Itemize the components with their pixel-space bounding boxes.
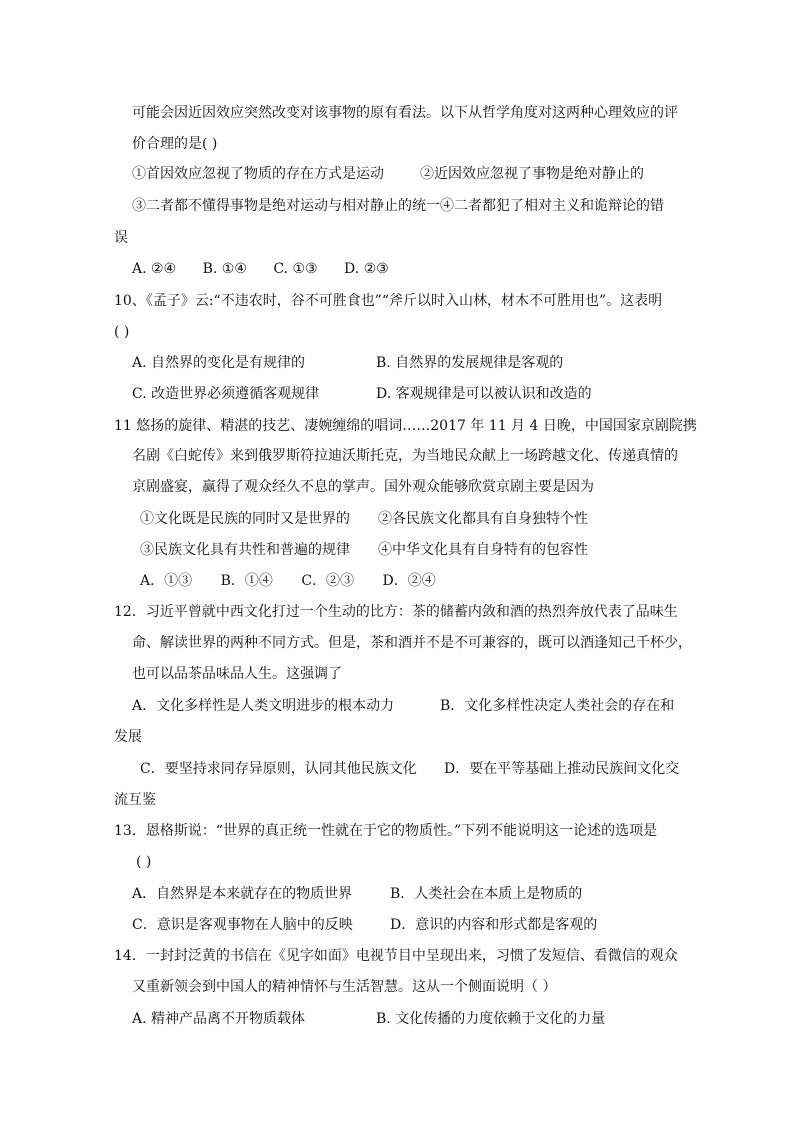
q14-choice-b[interactable]: B. 文化传播的力度依赖于文化的力量 bbox=[376, 1011, 606, 1027]
q12-choice-a[interactable]: A．文化多样性是人类文明进步的根本动力 bbox=[132, 698, 395, 714]
q10-stem-line-2: ( ) bbox=[114, 324, 130, 340]
q9-choice-d[interactable]: D. ②③ bbox=[344, 261, 389, 277]
q11-choice-c[interactable]: C．②③ bbox=[301, 573, 355, 589]
q14-stem-line-1: 14．一封封泛黄的书信在《见字如面》电视节目中呈现出来，习惯了发短信、看微信的观众 bbox=[114, 948, 678, 964]
q13-choice-a[interactable]: A．自然界是本来就存在的物质世界 bbox=[132, 886, 353, 902]
q11-stem-line-1: 11 悠扬的旋律、精湛的技艺、凄婉缠绵的唱词……2017 年 11 月 4 日晚，中国国家京剧院携 bbox=[114, 418, 697, 434]
q13-choice-d[interactable]: D．意识的内容和形式都是客观的 bbox=[390, 917, 598, 933]
q11-answer-choices bbox=[140, 571, 436, 591]
q12-choice-b-continuation: 发展 bbox=[114, 729, 142, 745]
q11-stem-line-3: 京剧盛宴，赢得了观众经久不息的掌声。国外观众能够欣赏京剧主要是因为 bbox=[132, 479, 594, 495]
q11-option-4: ④中华文化具有自身特有的包容性 bbox=[378, 542, 588, 558]
q11-choice-b[interactable]: B．①④ bbox=[220, 573, 273, 589]
q10-choice-a[interactable]: A. 自然界的变化是有规律的 bbox=[132, 355, 306, 371]
q13-stem-line-1: 13．恩格斯说：“世界的真正统一性就在于它的物质性。”下列不能说明这一论述的选项是 bbox=[114, 823, 658, 839]
q13-choice-b[interactable]: B．人类社会在本质上是物质的 bbox=[390, 886, 583, 902]
q11-option-2: ②各民族文化都具有自身独特个性 bbox=[378, 511, 588, 527]
q10-choice-c[interactable]: C. 改造世界必须遵循客观规律 bbox=[132, 386, 320, 402]
q9-answer-choices bbox=[132, 259, 389, 279]
q9-option-3-4: ③二者都不懂得事物是绝对运动与相对静止的统一④二者都犯了相对主义和诡辩论的错 bbox=[132, 198, 664, 214]
q12-choice-d-continuation: 流互鉴 bbox=[114, 792, 156, 808]
q12-choice-c[interactable]: C．要坚持求同存异原则，认同其他民族文化 bbox=[140, 761, 417, 777]
q9-option-continuation: 误 bbox=[114, 230, 128, 246]
q11-option-3: ③民族文化具有共性和普遍的规律 bbox=[140, 542, 350, 558]
q11-choice-a[interactable]: A．①③ bbox=[140, 573, 193, 589]
q9-stem-line-1: 可能会因近因效应突然改变对该事物的原有看法。以下从哲学角度对这两种心理效应的评 bbox=[132, 105, 678, 121]
q9-choice-c[interactable]: C. ①③ bbox=[273, 261, 318, 277]
q11-stem-line-2: 名剧《白蛇传》来到俄罗斯符拉迪沃斯托克，为当地民众献上一场跨越文化、传递真情的 bbox=[132, 448, 678, 464]
q12-stem-line-1: 12．习近平曾就中西文化打过一个生动的比方：茶的储蓄内敛和酒的热烈奔放代表了品味生 bbox=[114, 604, 678, 620]
q12-choice-b[interactable]: B．文化多样性决定人类社会的存在和 bbox=[440, 698, 675, 714]
q11-choice-d[interactable]: D．②④ bbox=[382, 573, 436, 589]
q13-stem-line-2: ( ) bbox=[136, 854, 152, 870]
q9-choice-b[interactable]: B. ①④ bbox=[202, 261, 247, 277]
q14-choice-a[interactable]: A. 精神产品离不开物质载体 bbox=[132, 1011, 306, 1027]
q10-choice-b[interactable]: B. 自然界的发展规律是客观的 bbox=[376, 355, 564, 371]
q14-stem-line-2: 又重新领会到中国人的精神情怀与生活智慧。这从一个侧面说明（ ） bbox=[132, 979, 557, 995]
q9-stem-line-2: 价合理的是( ) bbox=[132, 136, 218, 152]
q9-option-1: ①首因效应忽视了物质的存在方式是运动 bbox=[132, 166, 384, 182]
q9-option-2: ②近因效应忽视了事物是绝对静止的 bbox=[420, 166, 644, 182]
q11-option-1: ①文化既是民族的同时又是世界的 bbox=[140, 511, 350, 527]
q10-stem-line-1: 10、《孟子》云:“不违农时，谷不可胜食也”“斧斤以时入山林，材木不可胜用也”。这表明 bbox=[114, 293, 663, 309]
q10-choice-d[interactable]: D. 客观规律是可以被认识和改造的 bbox=[376, 386, 592, 402]
q13-choice-c[interactable]: C．意识是客观事物在人脑中的反映 bbox=[132, 917, 353, 933]
q12-choice-d[interactable]: D．要在平等基础上推动民族间文化交 bbox=[444, 761, 680, 777]
q9-choice-a[interactable]: A. ②④ bbox=[132, 261, 177, 277]
q12-stem-line-3: 也可以品茶品味品人生。这强调了 bbox=[132, 666, 342, 682]
q12-stem-line-2: 命、解读世界的两种不同方式。但是，茶和酒并不是不可兼容的，既可以酒逢知己千杯少， bbox=[132, 635, 692, 651]
